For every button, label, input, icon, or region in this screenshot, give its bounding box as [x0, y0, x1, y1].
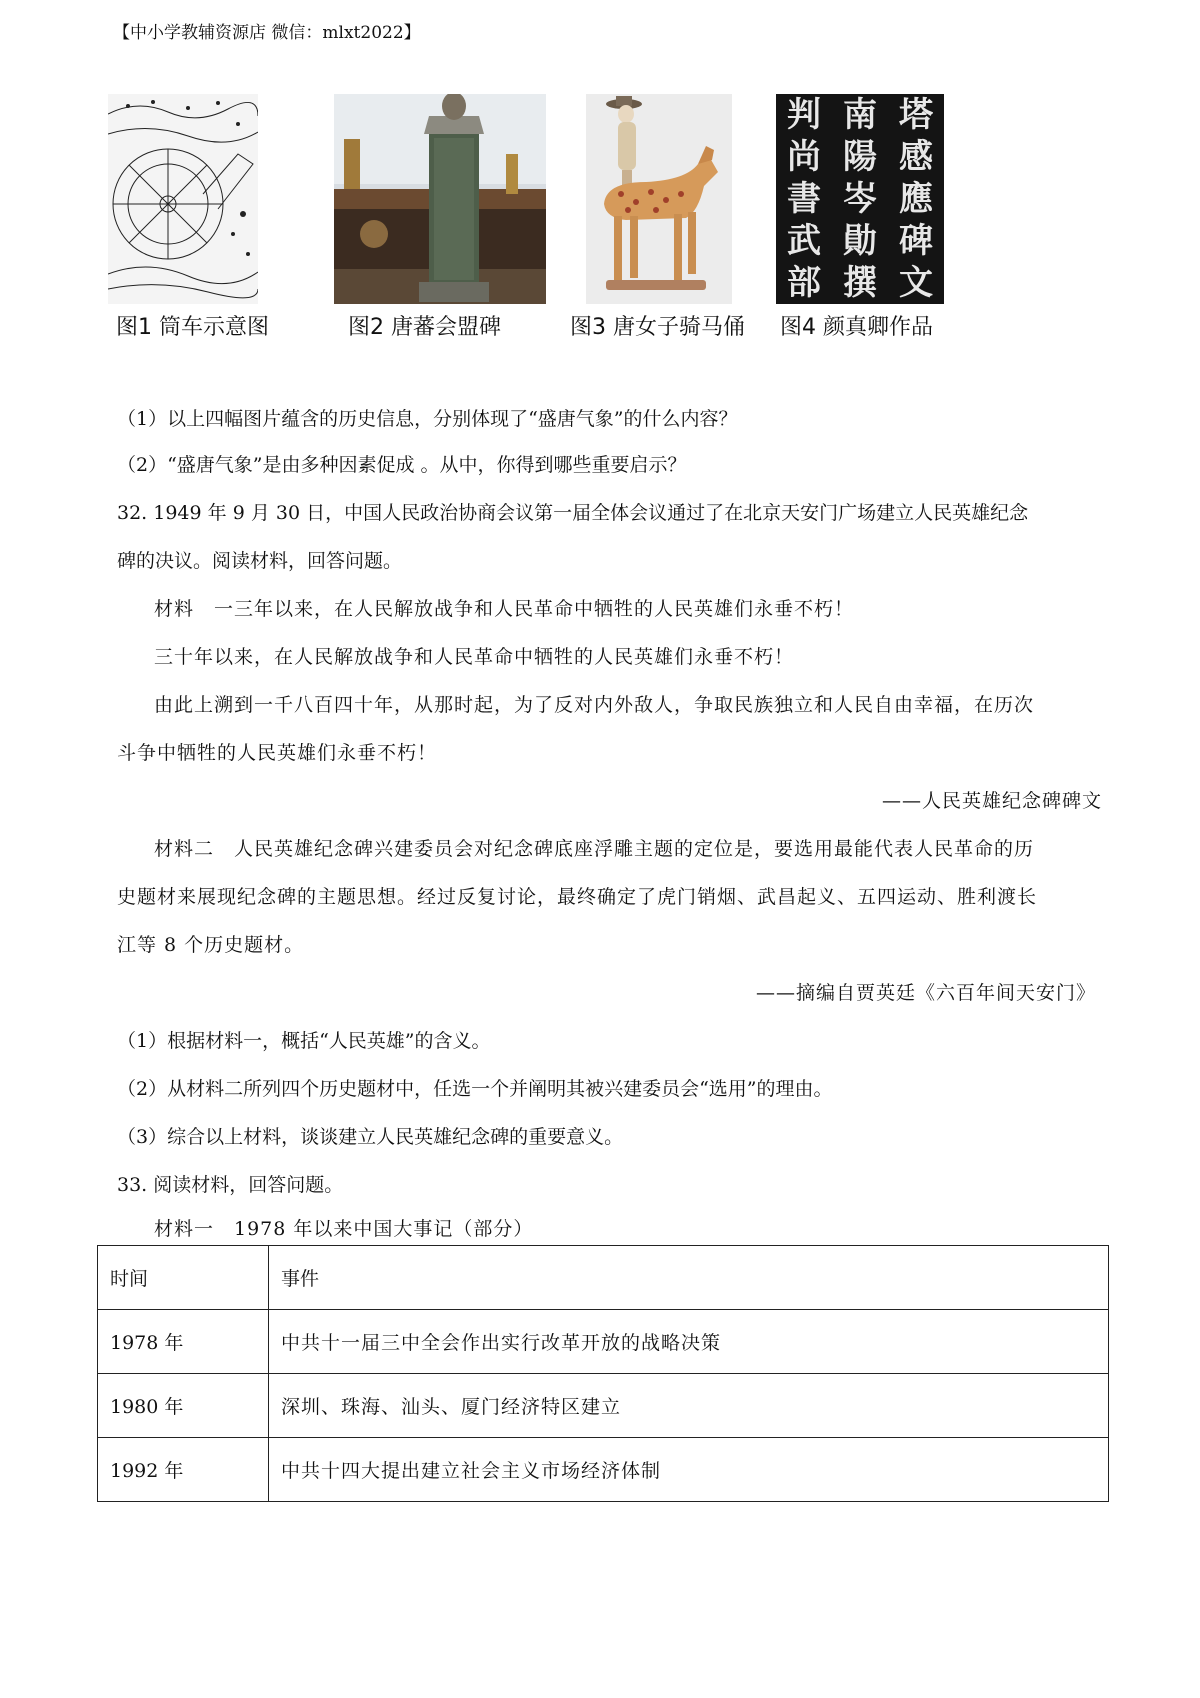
source-header: 【中小学教辅资源店 微信：mlxt2022】 [113, 23, 421, 43]
figure-3-caption: 图3 唐女子骑马俑 [570, 315, 745, 340]
q32-subquestion-2: （2）从材料二所列四个历史题材中，任选一个并阐明其被兴建委员会“选用”的理由。 [117, 1078, 833, 1100]
calligraphy-rubbing [776, 94, 944, 304]
table-row [98, 1374, 1109, 1438]
calligraphy-char: 勛 [843, 221, 877, 261]
events-table [97, 1245, 1109, 1502]
calligraphy-char: 塔 [899, 95, 933, 135]
calligraphy-char: 陽 [843, 137, 877, 177]
q31-subquestion-1: （1）以上四幅图片蕴含的历史信息，分别体现了“盛唐气象”的什么内容？ [117, 408, 738, 430]
calligraphy-char: 部 [787, 263, 821, 303]
calligraphy-char: 南 [843, 95, 877, 135]
table-cell-event: 中共十一届三中全会作出实行改革开放的战略决策 [269, 1310, 1109, 1374]
q33-material1-title: 材料一 1978 年以来中国大事记（部分） [154, 1218, 534, 1240]
table-cell-event: 深圳、珠海、汕头、厦门经济特区建立 [269, 1374, 1109, 1438]
q32-material1-line-2: 三十年以来，在人民解放战争和人民革命中牺牲的人民英雄们永垂不朽！ [154, 646, 795, 668]
table-row [98, 1438, 1109, 1502]
q32-subquestion-3: （3）综合以上材料，谈谈建立人民英雄纪念碑的重要意义。 [117, 1126, 624, 1148]
table-header-time: 时间 [98, 1246, 269, 1310]
q32-material1-line-3: 由此上溯到一千八百四十年，从那时起，为了反对内外敌人，争取民族独立和人民自由幸福，在历次 [154, 694, 1035, 716]
q32-subquestion-1: （1）根据材料一，概括“人民英雄”的含义。 [117, 1030, 491, 1052]
q32-material2-line-1: 材料二 人民英雄纪念碑兴建委员会对纪念碑底座浮雕主题的定位是，要选用最能代表人民革命的历 [154, 838, 1035, 860]
q32-material1-line-1: 材料 一三年以来，在人民解放战争和人民革命中牺牲的人民英雄们永垂不朽！ [154, 598, 855, 620]
calligraphy-char: 撰 [843, 263, 877, 303]
q32-material2-line-2: 史题材来展现纪念碑的主题思想。经过反复讨论，最终确定了虎门销烟、武昌起义、五四运动、胜利渡长 [117, 886, 1038, 908]
calligraphy-char: 尚 [787, 137, 821, 177]
q33-intro: 33. 阅读材料，回答问题。 [117, 1174, 344, 1196]
horse-figurine-photo [586, 94, 732, 304]
calligraphy-char: 判 [787, 95, 821, 135]
calligraphy-char: 感 [899, 137, 933, 177]
table-cell-event: 中共十四大提出建立社会主义市场经济体制 [269, 1438, 1109, 1502]
table-row [98, 1310, 1109, 1374]
calligraphy-char: 書 [787, 179, 821, 219]
stele-photo [334, 94, 546, 304]
q32-intro-line-2: 碑的决议。阅读材料，回答问题。 [117, 550, 403, 572]
calligraphy-char: 岑 [843, 179, 877, 219]
water-wheel-illustration [108, 94, 258, 304]
calligraphy-char: 碑 [899, 221, 933, 261]
q32-material2-line-3: 江等 8 个历史题材。 [117, 934, 305, 956]
q32-material1-line-4: 斗争中牺牲的人民英雄们永垂不朽！ [117, 742, 438, 764]
table-header-row [98, 1246, 1109, 1310]
q32-material2-source: ——摘编自贾英廷《六百年间天安门》 [755, 982, 1096, 1004]
figure-2-caption: 图2 唐蕃会盟碑 [348, 315, 501, 340]
calligraphy-char: 應 [899, 179, 933, 219]
q32-intro-line-1: 32. 1949 年 9 月 30 日，中国人民政治协商会议第一届全体会议通过了在北京天安门广场建立人民英雄纪念 [117, 502, 1029, 524]
table-cell-year: 1992 年 [98, 1438, 269, 1502]
table-cell-year: 1980 年 [98, 1374, 269, 1438]
calligraphy-char: 文 [899, 263, 933, 303]
q31-subquestion-2: （2）“盛唐气象”是由多种因素促成 。从中，你得到哪些重要启示？ [117, 454, 687, 476]
table-header-event: 事件 [269, 1246, 1109, 1310]
q32-material1-source: ——人民英雄纪念碑碑文 [881, 790, 1102, 812]
calligraphy-char: 武 [787, 221, 821, 261]
figure-4-caption: 图4 颜真卿作品 [780, 315, 933, 340]
figure-1-caption: 图1 筒车示意图 [116, 315, 269, 340]
table-cell-year: 1978 年 [98, 1310, 269, 1374]
